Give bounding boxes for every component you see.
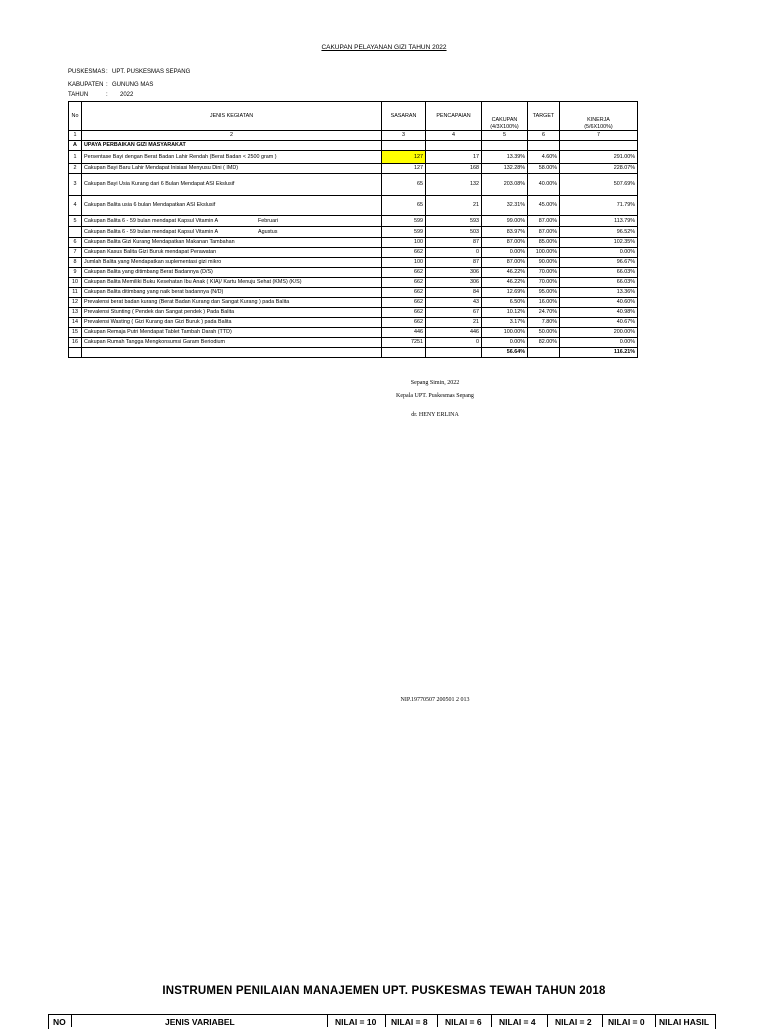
row-sasaran: 662 — [382, 317, 426, 327]
row-sasaran: 100 — [382, 237, 426, 247]
row-jenis-text: Cakupan Balita 6 - 59 bulan mendapat Kapsul Vitamin A — [84, 228, 219, 235]
row-target: 16.00% — [528, 297, 560, 307]
row-target: 87.00% — [528, 226, 560, 237]
header-cakupan-formula: (4/3X100%) — [482, 124, 528, 131]
row-kinerja: 0.00% — [560, 337, 638, 347]
col-number: 3 — [382, 130, 426, 140]
hdr-nilai-8: NILAI = 8 — [391, 1017, 428, 1027]
meta-key: PUSKESMAS — [68, 69, 106, 75]
coverage-table — [68, 101, 638, 358]
row-pencapaian: 84 — [426, 287, 482, 297]
signature-nip: NIP.19770507 200501 2 013 — [400, 697, 470, 703]
row-sasaran: 662 — [382, 287, 426, 297]
row-cakupan: 0.00% — [482, 247, 528, 257]
row-pencapaian: 503 — [426, 226, 482, 237]
table-row — [69, 267, 638, 277]
signature-name: dr. HENY ERLINA — [411, 412, 459, 418]
row-cakupan: 46.22% — [482, 267, 528, 277]
row-cakupan: 13.39% — [482, 150, 528, 163]
row-jenis — [82, 226, 382, 237]
row-kinerja: 40.98% — [560, 307, 638, 317]
row-target: 40.00% — [528, 173, 560, 195]
row-pencapaian: 21 — [426, 317, 482, 327]
row-cakupan: 83.97% — [482, 226, 528, 237]
hdr-divider — [71, 1015, 72, 1027]
row-target: 45.00% — [528, 195, 560, 215]
row-cakupan: 32.31% — [482, 195, 528, 215]
table-row — [69, 247, 638, 257]
row-sasaran: 65 — [382, 195, 426, 215]
header-target: TARGET — [528, 102, 560, 131]
table-row — [69, 317, 638, 327]
meta-colon: : — [106, 82, 108, 88]
row-no: 5 — [69, 215, 82, 226]
hdr-nilai-hasil: NILAI HASIL — [659, 1017, 710, 1027]
row-jenis: Cakupan Rumah Tangga Mengkonsumsi Garam Beriodium — [82, 337, 382, 347]
table-row — [69, 337, 638, 347]
row-month: Agustus — [258, 228, 278, 235]
hdr-divider — [602, 1015, 603, 1027]
row-no: 2 — [69, 163, 82, 173]
row-no: 11 — [69, 287, 82, 297]
row-kinerja: 113.79% — [560, 215, 638, 226]
row-sasaran: 100 — [382, 257, 426, 267]
section-label: UPAYA PERBAIKAN GIZI MASYARAKAT — [82, 140, 382, 150]
row-jenis: Prevalensi berat badan kurang (Berat Badan Kurang dan Sangat Kurang ) pada Balita — [82, 297, 382, 307]
row-no: 12 — [69, 297, 82, 307]
row-sasaran: 662 — [382, 277, 426, 287]
totals-cakupan: 56.64% — [482, 347, 528, 357]
row-target: 95.00% — [528, 287, 560, 297]
signature-place-date: Sepang Simin, 2022 — [410, 380, 460, 386]
empty-cell — [382, 347, 426, 357]
row-jenis: Cakupan Balita Gizi Kurang Mendapatkan Makanan Tambahan — [82, 237, 382, 247]
row-cakupan: 0.00% — [482, 337, 528, 347]
row-cakupan: 12.69% — [482, 287, 528, 297]
row-sasaran: 599 — [382, 226, 426, 237]
empty-cell — [382, 140, 426, 150]
table-row — [69, 287, 638, 297]
row-no: 4 — [69, 195, 82, 215]
row-sasaran: 65 — [382, 173, 426, 195]
empty-cell — [482, 140, 528, 150]
totals-row — [69, 347, 638, 357]
row-pencapaian: 17 — [426, 150, 482, 163]
row-no — [69, 226, 82, 237]
row-cakupan: 46.22% — [482, 277, 528, 287]
report-title: CAKUPAN PELAYANAN GIZI TAHUN 2022 — [321, 44, 447, 51]
row-no: 6 — [69, 237, 82, 247]
row-jenis: Cakupan Balita ditimbang yang naik berat badannya (N/D) — [82, 287, 382, 297]
row-pencapaian: 87 — [426, 257, 482, 267]
row-cakupan: 10.12% — [482, 307, 528, 317]
row-pencapaian: 0 — [426, 247, 482, 257]
table-row — [69, 297, 638, 307]
row-kinerja: 40.60% — [560, 297, 638, 307]
hdr-divider — [491, 1015, 492, 1027]
col-number: 1 — [69, 130, 82, 140]
row-jenis: Prevalensi Stunting ( Pendek dan Sangat pendek ) Pada Balita — [82, 307, 382, 317]
table-row — [69, 173, 638, 195]
row-no: 1 — [69, 150, 82, 163]
col-number: 4 — [426, 130, 482, 140]
table-row — [69, 150, 638, 163]
row-cakupan: 132.28% — [482, 163, 528, 173]
row-cakupan: 100.00% — [482, 327, 528, 337]
row-target: 82.00% — [528, 337, 560, 347]
row-jenis: Jumlah Balita yang Mendapatkan suplementasi gizi mikro — [82, 257, 382, 267]
row-pencapaian: 306 — [426, 277, 482, 287]
row-kinerja: 228.07% — [560, 163, 638, 173]
row-jenis: Cakupan Balita Memiliki Buku Kesehatan Ibu Anak ( KIA)/ Kartu Menuju Sehat (KMS) (K/S) — [82, 277, 382, 287]
row-no: 3 — [69, 173, 82, 195]
row-kinerja: 507.69% — [560, 173, 638, 195]
meta-value: GUNUNG MAS — [112, 82, 154, 88]
row-sasaran: 7251 — [382, 337, 426, 347]
hdr-nilai-0: NILAI = 0 — [608, 1017, 645, 1027]
table-row — [69, 257, 638, 267]
row-jenis: Prevalensi Wasting ( Gizi Kurang dan Gizi Buruk ) pada Balita — [82, 317, 382, 327]
header-cakupan — [482, 102, 528, 124]
table-row — [69, 307, 638, 317]
hdr-divider — [437, 1015, 438, 1027]
row-kinerja: 291.00% — [560, 150, 638, 163]
row-no: 9 — [69, 267, 82, 277]
row-no: 8 — [69, 257, 82, 267]
section-row — [69, 140, 638, 150]
row-kinerja: 66.03% — [560, 277, 638, 287]
row-no: 16 — [69, 337, 82, 347]
meta-tahun — [68, 92, 133, 98]
row-jenis: Cakupan Balita yang ditimbang Berat Badannya (D/S) — [82, 267, 382, 277]
row-target: 85.00% — [528, 237, 560, 247]
row-cakupan: 6.50% — [482, 297, 528, 307]
row-target: 4.60% — [528, 150, 560, 163]
row-jenis-text: Cakupan Balita 6 - 59 bulan mendapat Kapsul Vitamin A — [84, 217, 219, 224]
empty-cell — [426, 140, 482, 150]
row-kinerja: 96.52% — [560, 226, 638, 237]
hdr-no: NO — [53, 1017, 66, 1027]
header-cakupan-label: CAKUPAN — [491, 117, 518, 124]
empty-cell — [426, 347, 482, 357]
table-row — [69, 277, 638, 287]
meta-puskesmas — [68, 69, 190, 75]
row-pencapaian: 43 — [426, 297, 482, 307]
header-sasaran: SASARAN — [382, 102, 426, 131]
row-target: 90.00% — [528, 257, 560, 267]
row-cakupan: 87.00% — [482, 257, 528, 267]
row-target: 7.80% — [528, 317, 560, 327]
row-no: 7 — [69, 247, 82, 257]
row-jenis — [82, 215, 382, 226]
row-no: 15 — [69, 327, 82, 337]
header-no: No — [69, 102, 82, 131]
header-kinerja — [560, 102, 638, 124]
hdr-divider — [655, 1015, 656, 1027]
row-target: 58.00% — [528, 163, 560, 173]
row-pencapaian: 67 — [426, 307, 482, 317]
row-target: 100.00% — [528, 247, 560, 257]
header-jenis: JENIS KEGIATAN — [82, 102, 382, 131]
row-cakupan: 99.00% — [482, 215, 528, 226]
row-pencapaian: 21 — [426, 195, 482, 215]
hdr-nilai-6: NILAI = 6 — [445, 1017, 482, 1027]
row-cakupan: 3.17% — [482, 317, 528, 327]
row-jenis: Cakupan Bayi Baru Lahir Mendapat Inisiasi Menyusu Dini ( IMD) — [82, 163, 382, 173]
row-target: 70.00% — [528, 267, 560, 277]
empty-cell — [69, 347, 82, 357]
row-sasaran: 599 — [382, 215, 426, 226]
next-page-title: INSTRUMEN PENILAIAN MANAJEMEN UPT. PUSKESMAS TEWAH TAHUN 2018 — [162, 985, 606, 997]
col-number: 2 — [82, 130, 382, 140]
hdr-divider — [385, 1015, 386, 1027]
header-pencapaian: PENCAPAIAN — [426, 102, 482, 131]
row-sasaran: 127 — [382, 163, 426, 173]
row-pencapaian: 168 — [426, 163, 482, 173]
row-pencapaian: 132 — [426, 173, 482, 195]
row-cakupan: 87.00% — [482, 237, 528, 247]
row-sasaran: 127 — [382, 150, 426, 163]
hdr-nilai-2: NILAI = 2 — [555, 1017, 592, 1027]
empty-cell — [560, 140, 638, 150]
empty-cell — [528, 347, 560, 357]
row-sasaran: 662 — [382, 297, 426, 307]
hdr-divider — [547, 1015, 548, 1027]
row-jenis: Cakupan Remaja Putri Mendapat Tablet Tambah Darah (TTD) — [82, 327, 382, 337]
row-cakupan: 203.08% — [482, 173, 528, 195]
row-jenis: Cakupan Bayi Usia Kurang dari 6 Bulan Mendapat ASI Ekslusif — [82, 173, 382, 195]
empty-cell — [528, 140, 560, 150]
row-sasaran: 662 — [382, 247, 426, 257]
row-kinerja: 40.67% — [560, 317, 638, 327]
table-row — [69, 195, 638, 215]
row-pencapaian: 87 — [426, 237, 482, 247]
row-target: 24.70% — [528, 307, 560, 317]
col-number: 7 — [560, 130, 638, 140]
meta-key: KABUPATEN — [68, 82, 104, 88]
row-pencapaian: 593 — [426, 215, 482, 226]
table-row — [69, 237, 638, 247]
meta-value: UPT. PUSKESMAS SEPANG — [112, 69, 191, 75]
row-jenis: Persentase Bayi dengan Berat Badan Lahir Rendah (Berat Badan < 2500 gram ) — [82, 150, 382, 163]
hdr-nilai-4: NILAI = 4 — [499, 1017, 536, 1027]
hdr-nilai-10: NILAI = 10 — [335, 1017, 377, 1027]
meta-value: 2022 — [120, 92, 134, 98]
row-pencapaian: 0 — [426, 337, 482, 347]
row-target: 50.00% — [528, 327, 560, 337]
row-sasaran: 446 — [382, 327, 426, 337]
row-pencapaian: 306 — [426, 267, 482, 277]
row-kinerja: 66.03% — [560, 267, 638, 277]
row-pencapaian: 446 — [426, 327, 482, 337]
table-row — [69, 226, 638, 237]
row-no: 13 — [69, 307, 82, 317]
meta-colon: : — [106, 69, 108, 75]
meta-kabupaten — [68, 82, 153, 88]
next-page-header — [48, 1014, 716, 1029]
row-month: Februari — [258, 217, 279, 224]
meta-colon: : — [106, 92, 108, 98]
hdr-divider — [327, 1015, 328, 1027]
table-row — [69, 163, 638, 173]
col-number: 5 — [482, 130, 528, 140]
hdr-jenis: JENIS VARIABEL — [165, 1017, 235, 1027]
totals-kinerja: 116.21% — [560, 347, 638, 357]
header-kinerja-label: KINERJA — [587, 117, 610, 124]
col-number: 6 — [528, 130, 560, 140]
table-row — [69, 215, 638, 226]
row-kinerja: 96.67% — [560, 257, 638, 267]
row-no: 10 — [69, 277, 82, 287]
table-row — [69, 327, 638, 337]
row-jenis: Cakupan Balita usia 6 bulan Mendapatkan ASI Ekslusif — [82, 195, 382, 215]
signature-position: Kepala UPT. Puskesmas Sepang — [396, 393, 474, 399]
row-sasaran: 662 — [382, 307, 426, 317]
row-kinerja: 0.00% — [560, 247, 638, 257]
header-kinerja-formula: (5/6X100%) — [560, 124, 638, 131]
section-code: A — [69, 140, 82, 150]
row-kinerja: 71.79% — [560, 195, 638, 215]
row-target: 70.00% — [528, 277, 560, 287]
row-kinerja: 102.35% — [560, 237, 638, 247]
row-kinerja: 13.36% — [560, 287, 638, 297]
row-no: 14 — [69, 317, 82, 327]
empty-cell — [82, 347, 382, 357]
row-sasaran: 662 — [382, 267, 426, 277]
row-jenis: Cakupan Kasus Balita Gizi Buruk mendapat Perawatan — [82, 247, 382, 257]
row-target: 87.00% — [528, 215, 560, 226]
row-kinerja: 200.00% — [560, 327, 638, 337]
meta-key: TAHUN — [68, 92, 89, 98]
